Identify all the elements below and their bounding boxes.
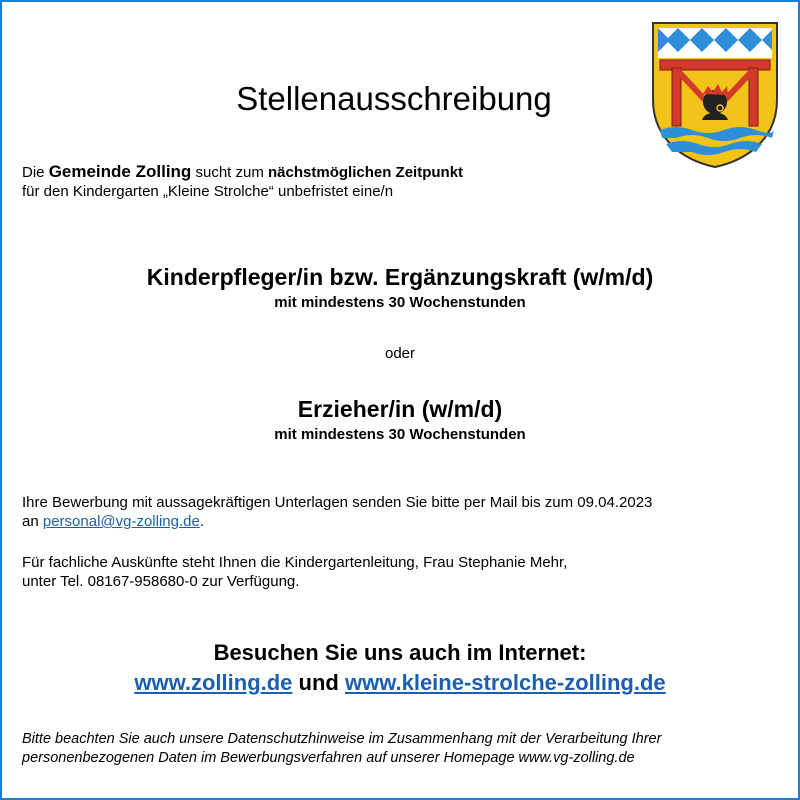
start-timing: nächstmöglichen Zeitpunkt [268, 164, 464, 181]
position-2-title: Erzieher/in (w/m/d) [297, 396, 503, 422]
intro-line-1 [22, 162, 463, 182]
contact-text [22, 553, 567, 591]
visit-conjunction: und [292, 670, 345, 695]
coat-of-arms-icon [650, 20, 780, 170]
position-2-hours: mit mindestens 30 Wochenstunden [274, 426, 526, 443]
website-link-kindergarten[interactable]: www.kleine-strolche-zolling.de [344, 670, 666, 695]
application-line-2 [22, 512, 652, 531]
intro-line-2: für den Kindergarten „Kleine Strolche“ unbefristet eine/n [22, 183, 394, 200]
contact-line-2: unter Tel. 08167-958680-0 zur Verfügung. [22, 573, 300, 590]
privacy-line-2: personenbezogenen Daten im Bewerbungsverfahren auf unserer Homepage www.vg-zolling.de [22, 750, 635, 766]
page-title: Stellenausschreibung [236, 80, 552, 117]
contact-line-1: Für fachliche Auskünfte steht Ihnen die Kindergartenleitung, Frau Stephanie Mehr, [22, 554, 568, 571]
separator-text: oder [384, 345, 416, 362]
employer-name: Gemeinde Zolling [48, 162, 192, 181]
intro-middle: sucht zum [191, 164, 269, 181]
visit-heading: Besuchen Sie uns auch im Internet: [213, 640, 587, 665]
visit-section [2, 638, 798, 698]
application-suffix: . [199, 513, 205, 530]
application-text [22, 493, 652, 531]
position-1 [2, 264, 798, 311]
position-1-hours: mit mindestens 30 Wochenstunden [274, 294, 526, 311]
email-link[interactable]: personal@vg-zolling.de [42, 513, 200, 530]
privacy-line-1: Bitte beachten Sie auch unsere Datenschutzhinweise im Zusammenhang mit der Verarbeitung Ihrer [22, 731, 662, 747]
website-link-zolling[interactable]: www.zolling.de [134, 670, 293, 695]
position-1-title: Kinderpfleger/in bzw. Ergänzungskraft (w/m/d) [146, 264, 654, 290]
intro-prefix: Die [22, 164, 49, 181]
visit-links [2, 668, 798, 698]
application-prefix: an [22, 513, 43, 530]
position-2 [2, 396, 798, 443]
privacy-notice [22, 730, 661, 768]
application-line-1: Ihre Bewerbung mit aussagekräftigen Unterlagen senden Sie bitte per Mail bis zum 09.04.2023 [22, 494, 653, 511]
intro-text [22, 162, 463, 201]
